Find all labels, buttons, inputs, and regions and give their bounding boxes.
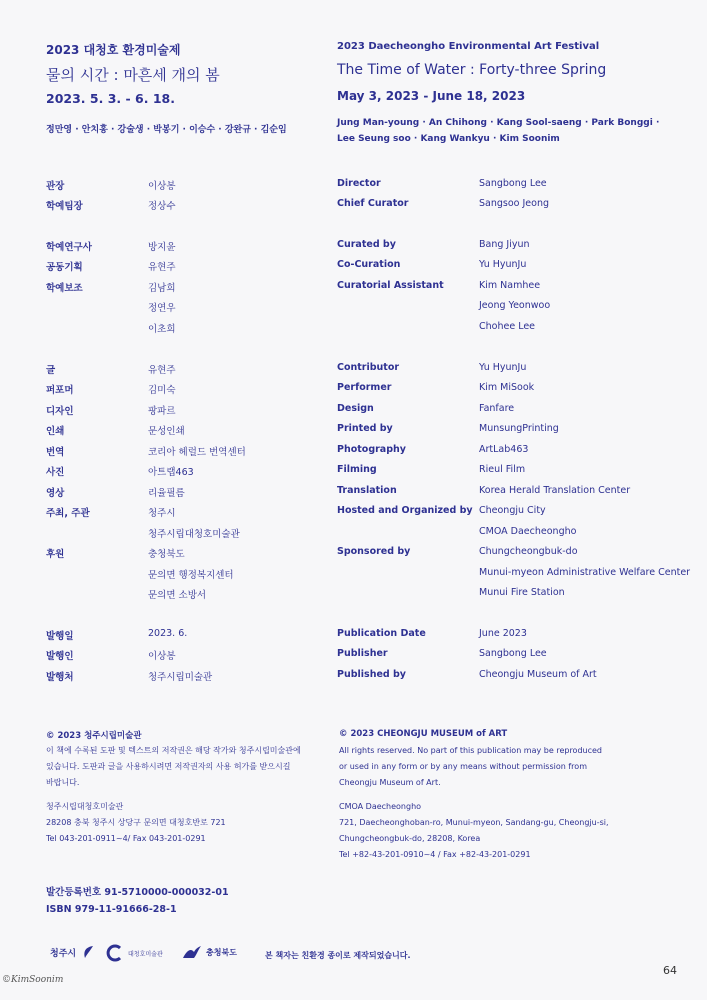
- credit-ko-label: 발행인: [46, 651, 74, 662]
- credit-en-value: Bang Jiyun: [479, 239, 530, 250]
- credit-en-value: Sangsoo Jeong: [479, 198, 550, 209]
- credit-en-label: Performer: [337, 382, 392, 393]
- credit-ko-label: 디자인: [46, 406, 74, 417]
- credit-ko-value: 이상봉: [148, 181, 176, 192]
- credit-en-label: Printed by: [337, 423, 393, 434]
- credit-ko-value: 이초희: [148, 324, 176, 335]
- cheongju-logo-icon: [80, 944, 96, 960]
- credit-ko-value: 문의면 소방서: [148, 590, 207, 601]
- credit-en-label: Photography: [337, 444, 406, 455]
- copyright-ko-line3: 바랍니다.: [46, 778, 80, 787]
- credit-en-label: Hosted and Organized by: [337, 505, 473, 516]
- copyright-en-heading: © 2023 CHEONGJU MUSEUM of ART: [339, 729, 508, 739]
- credit-ko-value: 정연우: [148, 303, 176, 314]
- cmoa-logo-text: 대청호미술관: [128, 950, 163, 958]
- credit-en-label: Curated by: [337, 239, 396, 250]
- credit-ko-value: 청주시립대청호미술관: [148, 529, 240, 540]
- cheongju-logo: [50, 944, 96, 960]
- credit-ko-label: 후원: [46, 549, 65, 560]
- page-number: 64: [663, 964, 677, 977]
- credit-ko-label: 글: [46, 365, 56, 376]
- credit-en-label: Filming: [337, 464, 377, 475]
- copyright-en-tel: Tel +82-43-201-0910~4 / Fax +82-43-201-0291: [339, 850, 531, 859]
- credit-ko-value: 문의면 행정복지센터: [148, 570, 234, 581]
- chungbuk-logo: [182, 944, 237, 960]
- english-date: May 3, 2023 - June 18, 2023: [337, 89, 526, 103]
- chungbuk-logo-icon: [182, 944, 202, 960]
- credit-en-value: Cheongju Museum of Art: [479, 669, 597, 680]
- korean-subtitle: 물의 시간 : 마흔세 개의 봄: [46, 66, 220, 84]
- credit-ko-label: 발행처: [46, 672, 74, 683]
- credit-en-value: Kim Namhee: [479, 280, 541, 291]
- credit-ko-value: 청주시립미술관: [148, 672, 213, 683]
- credit-en-value: Sangbong Lee: [479, 648, 547, 659]
- credit-ko-value: 유현주: [148, 262, 176, 273]
- copyright-ko-org: 청주시립대청호미술관: [46, 802, 124, 811]
- credit-en-value: Korea Herald Translation Center: [479, 485, 631, 496]
- english-artists-line1: Jung Man-young · An Chihong · Kang Sool-saeng · Park Bonggi ·: [337, 118, 660, 128]
- english-subtitle: The Time of Water : Forty-three Spring: [337, 62, 607, 78]
- credit-en-value: Chohee Lee: [479, 321, 536, 332]
- credit-ko-value: 김남희: [148, 283, 176, 294]
- credit-ko-value: 청주시: [148, 508, 176, 519]
- credit-en-value: Rieul Film: [479, 464, 526, 475]
- credit-en-label: Curatorial Assistant: [337, 280, 444, 291]
- watermark: ©KimSoonim: [2, 975, 64, 985]
- credit-en-label: Publication Date: [337, 628, 426, 639]
- english-artists-line2: Lee Seung soo · Kang Wankyu · Kim Soonim: [337, 134, 560, 144]
- credit-en-label: Chief Curator: [337, 198, 409, 209]
- credit-en-value: Fanfare: [479, 403, 515, 414]
- credit-ko-value: 충청북도: [148, 549, 185, 560]
- credit-en-value: Yu HyunJu: [479, 362, 527, 373]
- credit-ko-label: 학예연구사: [46, 242, 92, 253]
- credit-ko-value: 아트랩463: [148, 467, 194, 478]
- credit-ko-label: 발행일: [46, 631, 74, 642]
- credit-ko-label: 학예팀장: [46, 201, 83, 212]
- credit-en-label: Published by: [337, 669, 407, 680]
- cmoa-logo-icon: [106, 944, 124, 962]
- eco-paper-note: 본 책자는 친환경 종이로 제작되었습니다.: [265, 951, 411, 960]
- credit-ko-label: 공동기획: [46, 262, 83, 273]
- credit-en-label: Design: [337, 403, 374, 414]
- copyright-ko-address: 28208 충북 청주시 상당구 문의면 대청호반로 721: [46, 818, 226, 827]
- credit-ko-label: 학예보조: [46, 283, 83, 294]
- credit-ko-label: 관장: [46, 181, 65, 192]
- credit-ko-label: 사진: [46, 467, 65, 478]
- credit-en-label: Co-Curation: [337, 259, 401, 270]
- isbn-number: ISBN 979-11-91666-28-1: [46, 904, 177, 915]
- credit-ko-value: 정상수: [148, 201, 176, 212]
- credit-ko-value: 코리아 헤럴드 번역센터: [148, 447, 246, 458]
- credit-en-value: CMOA Daecheongho: [479, 526, 577, 537]
- credit-ko-value: 유현주: [148, 365, 176, 376]
- credit-ko-label: 번역: [46, 447, 65, 458]
- credit-en-label: Contributor: [337, 362, 400, 373]
- credit-ko-value: 리율필름: [148, 488, 185, 499]
- copyright-en-address1: 721, Daecheonghoban-ro, Munui-myeon, Sandang-gu, Cheongju-si,: [339, 818, 609, 827]
- credit-en-label: Director: [337, 178, 381, 189]
- cmoa-logo: [106, 944, 163, 962]
- copyright-ko-tel: Tel 043-201-0911~4/ Fax 043-201-0291: [46, 834, 206, 843]
- credit-en-value: MunsungPrinting: [479, 423, 559, 434]
- english-title: 2023 Daecheongho Environmental Art Festival: [337, 41, 600, 52]
- credit-ko-label: 인쇄: [46, 426, 65, 437]
- credit-en-label: Sponsored by: [337, 546, 411, 557]
- korean-date: 2023. 5. 3. - 6. 18.: [46, 91, 175, 106]
- credit-ko-value: 2023. 6.: [148, 628, 188, 639]
- cheongju-logo-text: 청주시: [50, 948, 77, 959]
- copyright-ko-line2: 있습니다. 도판과 글을 사용하시려면 저작권자의 사용 허가를 받으시길: [46, 762, 291, 771]
- copyright-en-line2: or used in any form or by any means without permission from: [339, 762, 587, 771]
- credit-en-label: Publisher: [337, 648, 388, 659]
- copyright-en-org: CMOA Daecheongho: [339, 802, 422, 811]
- credit-ko-label: 주최, 주관: [46, 508, 90, 519]
- copyright-en-line1: All rights reserved. No part of this publication may be reproduced: [339, 746, 602, 755]
- credit-ko-value: 이상봉: [148, 651, 176, 662]
- credit-en-value: Kim MiSook: [479, 382, 535, 393]
- chungbuk-logo-text: 충청북도: [206, 947, 237, 957]
- credit-ko-value: 문성인쇄: [148, 426, 185, 437]
- copyright-en-line3: Cheongju Museum of Art.: [339, 778, 441, 787]
- credit-en-value: Cheongju City: [479, 505, 546, 516]
- korean-title: 2023 대청호 환경미술제: [46, 43, 181, 57]
- credit-en-label: Translation: [337, 485, 397, 496]
- credit-ko-value: 김미숙: [148, 385, 176, 396]
- credit-en-value: Yu HyunJu: [479, 259, 527, 270]
- credit-en-value: Chungcheongbuk-do: [479, 546, 578, 557]
- credit-en-value: June 2023: [479, 628, 527, 639]
- credit-ko-label: 퍼포머: [46, 385, 74, 396]
- copyright-ko-heading: © 2023 청주시립미술관: [46, 731, 142, 741]
- korean-artists: 정만영 · 안치홍 · 강술생 · 박봉기 · 이승수 · 강완규 · 김순임: [46, 125, 287, 135]
- credit-ko-value: 팡파르: [148, 406, 176, 417]
- credit-en-value: Munui Fire Station: [479, 587, 565, 598]
- credit-ko-label: 영상: [46, 488, 65, 499]
- credit-en-value: ArtLab463: [479, 444, 529, 455]
- credit-en-value: Munui-myeon Administrative Welfare Center: [479, 567, 691, 578]
- credit-en-value: Jeong Yeonwoo: [479, 300, 551, 311]
- credit-ko-value: 방지윤: [148, 242, 176, 253]
- copyright-en-address2: Chungcheongbuk-do, 28208, Korea: [339, 834, 481, 843]
- copyright-ko-line1: 이 책에 수록된 도판 및 텍스트의 저작권은 해당 작가와 청주시립미술관에: [46, 746, 301, 755]
- credit-en-value: Sangbong Lee: [479, 178, 547, 189]
- registration-number: 발간등록번호 91-5710000-000032-01: [46, 887, 229, 898]
